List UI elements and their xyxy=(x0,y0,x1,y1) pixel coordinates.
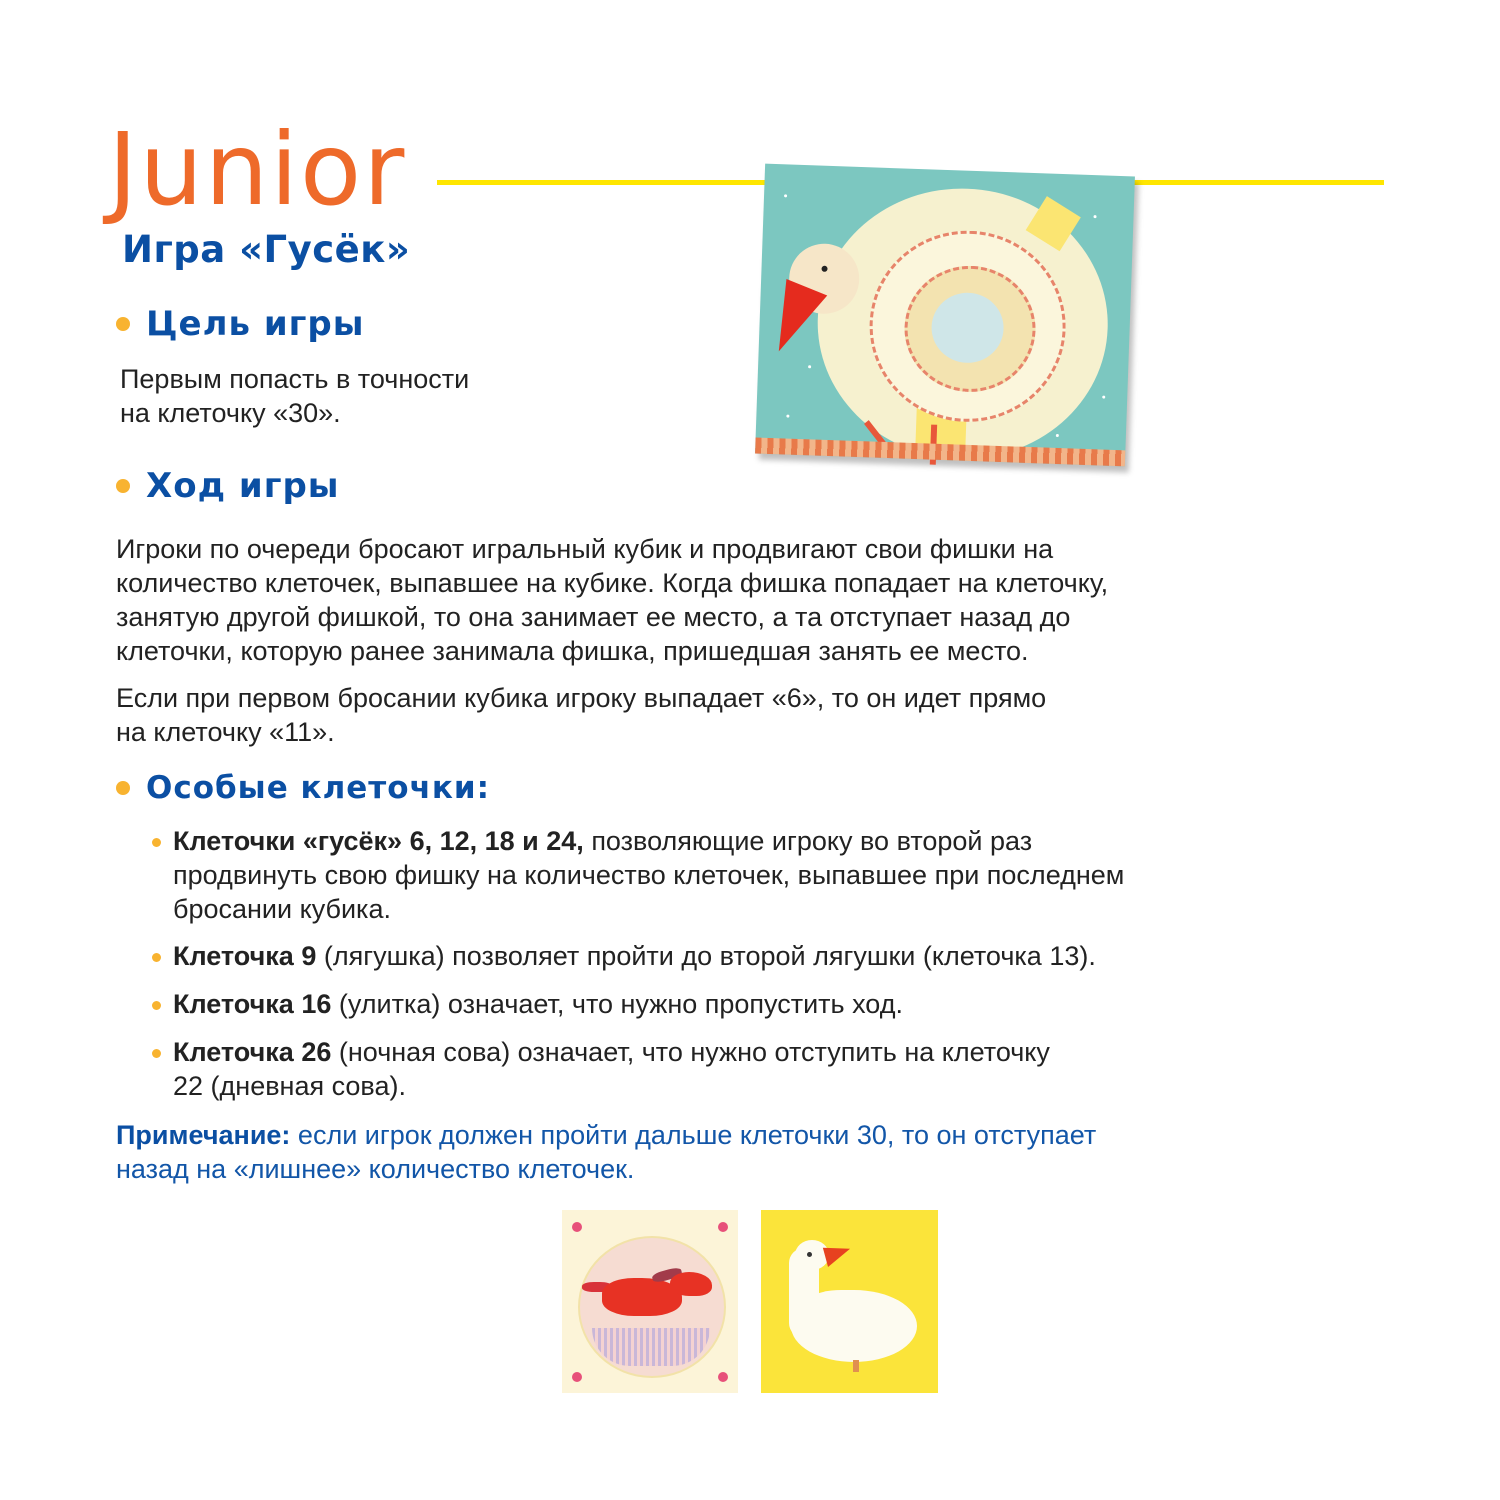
section-play-heading: Ход игры xyxy=(116,466,340,506)
bullet-icon xyxy=(152,1001,161,1010)
note-text: Примечание: если игрок должен пройти дальше клеточки 30, то он отступает назад на «лишнее» количество клеточек. xyxy=(116,1120,1097,1184)
brand-logo: Junior xyxy=(108,111,407,228)
special-item-owl: Клеточка 26 (ночная сова) означает, что нужно отступить на клеточку 22 (дневная сова). xyxy=(152,1035,1050,1103)
bullet-icon xyxy=(152,838,161,847)
bullet-icon xyxy=(116,317,130,331)
game-title: Игра «Гусёк» xyxy=(122,228,411,271)
bullet-icon xyxy=(152,1049,161,1058)
special-item-snail: Клеточка 16 (улитка) означает, что нужно пропустить ход. xyxy=(152,987,903,1021)
bullet-icon xyxy=(116,479,130,493)
goose-beak xyxy=(760,279,827,360)
bullet-icon xyxy=(116,781,130,795)
section-goal-heading: Цель игры xyxy=(116,304,365,344)
header-rule-left xyxy=(437,180,809,185)
red-horse-card xyxy=(562,1210,738,1393)
special-item-frog: Клеточка 9 (лягушка) позволяет пройти до второй лягушки (клеточка 13). xyxy=(152,939,1096,973)
white-goose-card xyxy=(761,1210,938,1393)
goal-text: Первым попасть в точности на клеточку «30». xyxy=(120,364,470,428)
special-item-goose: Клеточки «гусёк» 6, 12, 18 и 24, позволяющие игроку во второй раз продвинуть свою фишку на количество клеточек, выпавшее при последнем бросании кубика. xyxy=(152,824,1124,926)
play-paragraph-1: Игроки по очереди бросают игральный кубик и продвигают свои фишки на количество клеточек, выпавшее на кубике. Когда фишка попадает на клеточку, занятую другой фишкой, то она занимает ее место, а та отступает назад до клеточки, которую ранее занимала фишка, пришедшая занять ее место. xyxy=(116,534,1109,666)
game-board-illustration xyxy=(755,164,1135,467)
play-paragraph-2: Если при первом бросании кубика игроку выпадает «6», то он идет прямо на клеточку «11». xyxy=(116,683,1047,747)
section-special-heading: Особые клеточки: xyxy=(116,770,490,806)
bullet-icon xyxy=(152,953,161,962)
